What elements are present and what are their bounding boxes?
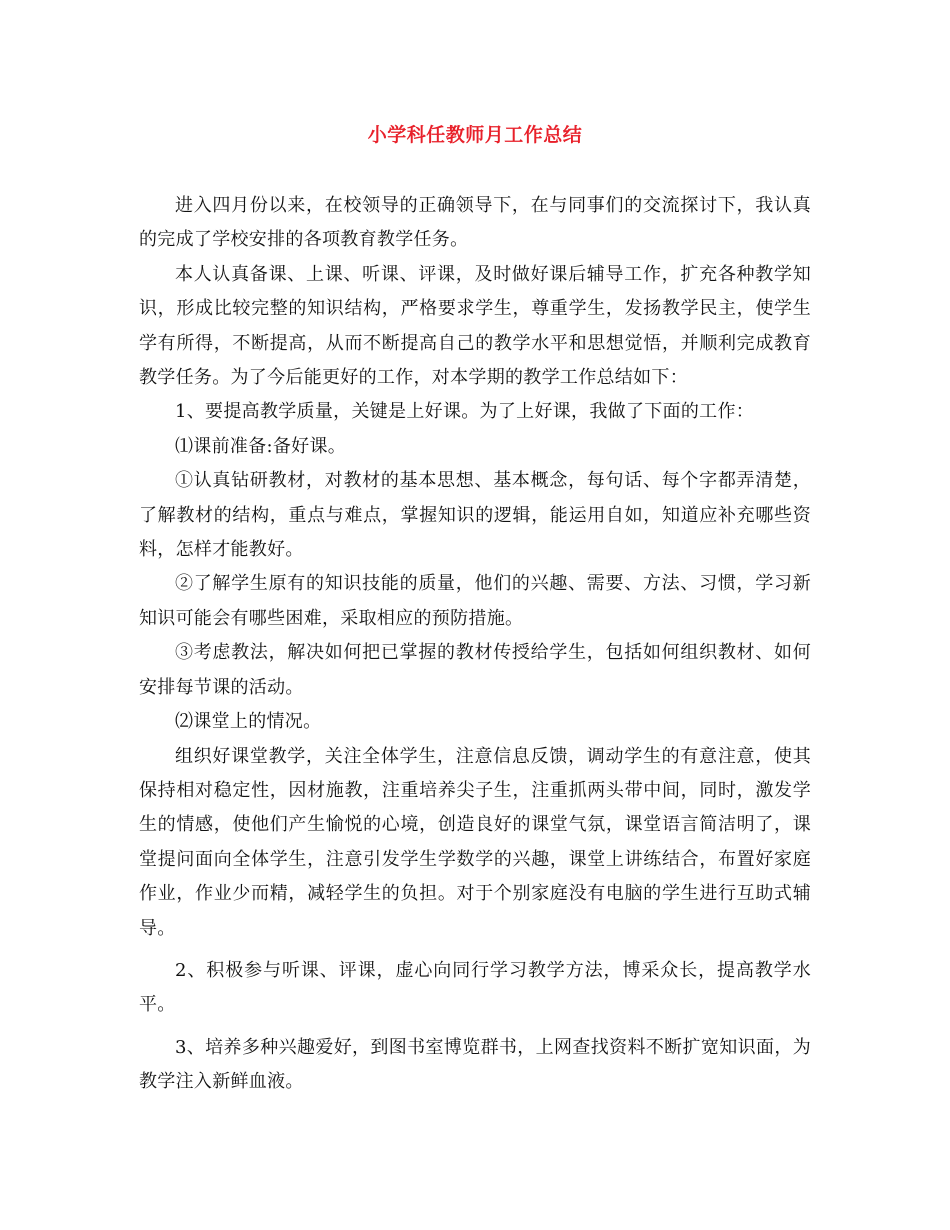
paragraph: 组织好课堂教学，关注全体学生，注意信息反馈，调动学生的有意注意，使其保持相对稳定性，因材施教，注重培养尖子生，注重抓两头带中间，同时，激发学生的情感，使他们产生愉悦的心境，创造良好的课堂气氛，课堂语言简洁明了，课堂提问面向全体学生，注意引发学生学数学的兴趣，课堂上讲练结合，布置好家庭作业，作业少而精，减轻学生的负担。对于个别家庭没有电脑的学生进行互助式辅导。 xyxy=(139,745,811,939)
paragraph: ②了解学生原有的知识技能的质量，他们的兴趣、需要、方法、习惯，学习新知识可能会有哪些困难，采取相应的预防措施。 xyxy=(139,573,811,629)
paragraph: 进入四月份以来，在校领导的正确领导下，在与同事们的交流探讨下，我认真的完成了学校安排的各项教育教学任务。 xyxy=(139,195,811,251)
document-body xyxy=(139,189,811,1100)
paragraph: 3、培养多种兴趣爱好，到图书室博览群书，上网查找资料不断扩宽知识面，为教学注入新鲜血液。 xyxy=(139,1036,811,1093)
paragraph: 本人认真备课、上课、听课、评课，及时做好课后辅导工作，扩充各种教学知识，形成比较完整的知识结构，严格要求学生，尊重学生，发扬教学民主，使学生学有所得，不断提高，从而不断提高自己的教学水平和思想觉悟，并顺利完成教育教学任务。为了今后能更好的工作，对本学期的教学工作总结如下： xyxy=(139,263,811,389)
document-title: 小学科任教师月工作总结 xyxy=(367,124,583,146)
paragraph: 1、要提高教学质量，关键是上好课。为了上好课，我做了下面的工作： xyxy=(175,401,755,423)
paragraph: ③考虑教法，解决如何把已掌握的教材传授给学生，包括如何组织教材、如何安排每节课的活动。 xyxy=(139,642,811,698)
paragraph: ①认真钻研教材，对教材的基本思想、基本概念，每句话、每个字都弄清楚，了解教材的结构，重点与难点，掌握知识的逻辑，能运用自如，知道应补充哪些资料，怎样才能教好。 xyxy=(139,470,811,561)
paragraph: ⑴课前准备:备好课。 xyxy=(175,435,347,457)
paragraph: ⑵课堂上的情况。 xyxy=(175,711,322,733)
paragraph: 2、积极参与听课、评课，虚心向同行学习教学方法，博采众长，提高教学水平。 xyxy=(139,959,811,1016)
